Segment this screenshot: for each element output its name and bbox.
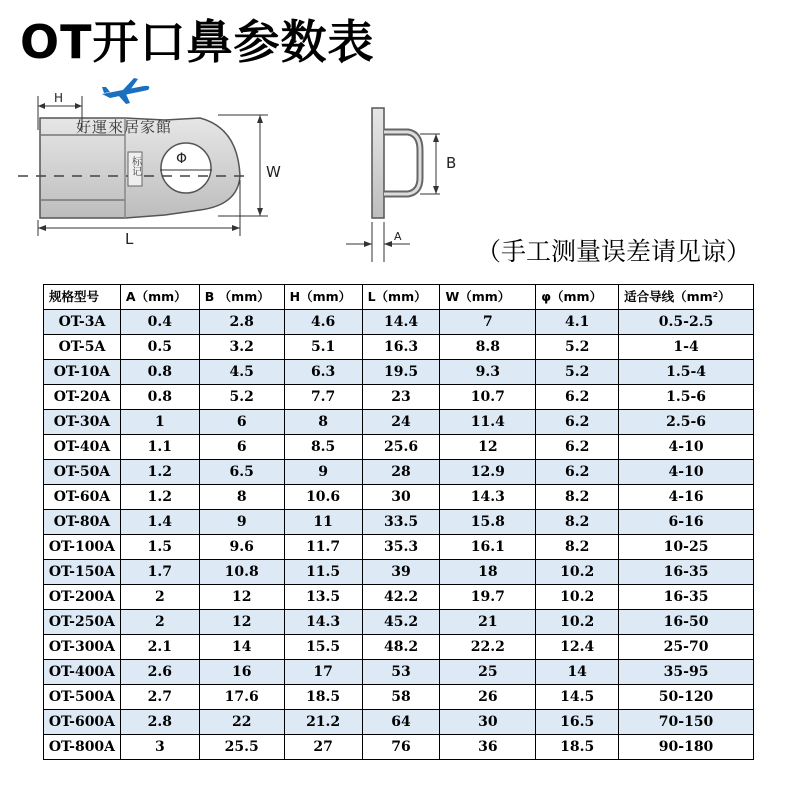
column-header: H（mm） — [284, 285, 362, 310]
value-cell: 25-70 — [619, 635, 754, 660]
value-cell: 14 — [199, 635, 284, 660]
value-cell: 1.1 — [120, 435, 199, 460]
model-cell: OT-20A — [44, 385, 121, 410]
value-cell: 25 — [440, 660, 536, 685]
value-cell: 28 — [362, 460, 440, 485]
value-cell: 6.2 — [536, 385, 619, 410]
value-cell: 2 — [120, 585, 199, 610]
value-cell: 25.6 — [362, 435, 440, 460]
value-cell: 8 — [199, 485, 284, 510]
table-row — [44, 435, 754, 460]
value-cell: 15.8 — [440, 510, 536, 535]
value-cell: 64 — [362, 710, 440, 735]
column-header: 规格型号 — [44, 285, 121, 310]
value-cell: 12.4 — [536, 635, 619, 660]
value-cell: 7 — [440, 310, 536, 335]
value-cell: 4-16 — [619, 485, 754, 510]
watermark-text: 好運來居家館 — [76, 118, 173, 136]
value-cell: 12.9 — [440, 460, 536, 485]
value-cell: 10.2 — [536, 560, 619, 585]
column-header: A（mm） — [120, 285, 199, 310]
value-cell: 27 — [284, 735, 362, 760]
value-cell: 17.6 — [199, 685, 284, 710]
column-header: φ（mm） — [536, 285, 619, 310]
value-cell: 1.5-4 — [619, 360, 754, 385]
table-row — [44, 310, 754, 335]
value-cell: 10.6 — [284, 485, 362, 510]
value-cell: 4.5 — [199, 360, 284, 385]
lug-side-view — [372, 108, 440, 218]
table-row — [44, 735, 754, 760]
value-cell: 3.2 — [199, 335, 284, 360]
a-label: A — [394, 230, 402, 243]
value-cell: 14.3 — [440, 485, 536, 510]
value-cell: 17 — [284, 660, 362, 685]
value-cell: 16 — [199, 660, 284, 685]
value-cell: 5.2 — [536, 335, 619, 360]
value-cell: 6.2 — [536, 410, 619, 435]
value-cell: 25.5 — [199, 735, 284, 760]
value-cell: 8.2 — [536, 510, 619, 535]
table-row — [44, 685, 754, 710]
stamp-label: 标记 — [129, 156, 141, 176]
value-cell: 6 — [199, 410, 284, 435]
value-cell: 14.4 — [362, 310, 440, 335]
value-cell: 90-180 — [619, 735, 754, 760]
value-cell: 2.6 — [120, 660, 199, 685]
value-cell: 76 — [362, 735, 440, 760]
value-cell: 4-10 — [619, 460, 754, 485]
table-row — [44, 610, 754, 635]
model-cell: OT-200A — [44, 585, 121, 610]
value-cell: 13.5 — [284, 585, 362, 610]
value-cell: 11.5 — [284, 560, 362, 585]
value-cell: 33.5 — [362, 510, 440, 535]
value-cell: 23 — [362, 385, 440, 410]
value-cell: 1 — [120, 410, 199, 435]
value-cell: 18.5 — [536, 735, 619, 760]
value-cell: 0.4 — [120, 310, 199, 335]
value-cell: 53 — [362, 660, 440, 685]
value-cell: 3 — [120, 735, 199, 760]
value-cell: 16.5 — [536, 710, 619, 735]
value-cell: 11 — [284, 510, 362, 535]
model-cell: OT-3A — [44, 310, 121, 335]
value-cell: 48.2 — [362, 635, 440, 660]
value-cell: 1.5 — [120, 535, 199, 560]
table-row — [44, 535, 754, 560]
value-cell: 21.2 — [284, 710, 362, 735]
model-cell: OT-60A — [44, 485, 121, 510]
value-cell: 2.8 — [199, 310, 284, 335]
table-row — [44, 385, 754, 410]
value-cell: 21 — [440, 610, 536, 635]
value-cell: 12 — [199, 585, 284, 610]
table-row — [44, 410, 754, 435]
value-cell: 2.8 — [120, 710, 199, 735]
phi-label: Φ — [176, 151, 188, 167]
value-cell: 30 — [440, 710, 536, 735]
value-cell: 22.2 — [440, 635, 536, 660]
value-cell: 16.1 — [440, 535, 536, 560]
value-cell: 10-25 — [619, 535, 754, 560]
l-label: L — [125, 230, 134, 248]
value-cell: 18.5 — [284, 685, 362, 710]
value-cell: 11.7 — [284, 535, 362, 560]
value-cell: 6.2 — [536, 460, 619, 485]
table-row — [44, 585, 754, 610]
value-cell: 35.3 — [362, 535, 440, 560]
value-cell: 30 — [362, 485, 440, 510]
value-cell: 10.2 — [536, 585, 619, 610]
table-row — [44, 460, 754, 485]
value-cell: 9.6 — [199, 535, 284, 560]
value-cell: 24 — [362, 410, 440, 435]
model-cell: OT-500A — [44, 685, 121, 710]
value-cell: 9 — [284, 460, 362, 485]
value-cell: 8.2 — [536, 485, 619, 510]
table-row — [44, 485, 754, 510]
value-cell: 50-120 — [619, 685, 754, 710]
table-row — [44, 335, 754, 360]
value-cell: 10.2 — [536, 610, 619, 635]
value-cell: 19.5 — [362, 360, 440, 385]
value-cell: 1.5-6 — [619, 385, 754, 410]
table-header-row — [44, 285, 754, 310]
model-cell: OT-80A — [44, 510, 121, 535]
value-cell: 10.8 — [199, 560, 284, 585]
table-row — [44, 710, 754, 735]
model-cell: OT-800A — [44, 735, 121, 760]
value-cell: 6.2 — [536, 435, 619, 460]
value-cell: 1.7 — [120, 560, 199, 585]
value-cell: 10.7 — [440, 385, 536, 410]
column-header: W（mm） — [440, 285, 536, 310]
value-cell: 2.5-6 — [619, 410, 754, 435]
value-cell: 9 — [199, 510, 284, 535]
value-cell: 58 — [362, 685, 440, 710]
column-header: B （mm） — [199, 285, 284, 310]
value-cell: 0.8 — [120, 360, 199, 385]
value-cell: 45.2 — [362, 610, 440, 635]
value-cell: 35-95 — [619, 660, 754, 685]
value-cell: 42.2 — [362, 585, 440, 610]
spec-table — [43, 284, 754, 760]
value-cell: 12 — [199, 610, 284, 635]
value-cell: 4.6 — [284, 310, 362, 335]
model-cell: OT-400A — [44, 660, 121, 685]
value-cell: 14.5 — [536, 685, 619, 710]
value-cell: 12 — [440, 435, 536, 460]
value-cell: 2.7 — [120, 685, 199, 710]
value-cell: 19.7 — [440, 585, 536, 610]
b-label: B — [446, 154, 457, 172]
value-cell: 5.2 — [199, 385, 284, 410]
value-cell: 5.1 — [284, 335, 362, 360]
value-cell: 8.8 — [440, 335, 536, 360]
value-cell: 2 — [120, 610, 199, 635]
value-cell: 16.3 — [362, 335, 440, 360]
model-cell: OT-600A — [44, 710, 121, 735]
value-cell: 8.2 — [536, 535, 619, 560]
table-row — [44, 560, 754, 585]
value-cell: 6.5 — [199, 460, 284, 485]
column-header: 适合导线（mm²） — [619, 285, 754, 310]
value-cell: 6.3 — [284, 360, 362, 385]
value-cell: 1.2 — [120, 485, 199, 510]
value-cell: 16-35 — [619, 585, 754, 610]
value-cell: 11.4 — [440, 410, 536, 435]
model-cell: OT-250A — [44, 610, 121, 635]
value-cell: 22 — [199, 710, 284, 735]
table-row — [44, 360, 754, 385]
value-cell: 0.5-2.5 — [619, 310, 754, 335]
measurement-note: （手工测量误差请见谅） — [476, 237, 752, 266]
model-cell: OT-150A — [44, 560, 121, 585]
value-cell: 2.1 — [120, 635, 199, 660]
value-cell: 16-50 — [619, 610, 754, 635]
value-cell: 9.3 — [440, 360, 536, 385]
value-cell: 36 — [440, 735, 536, 760]
value-cell: 8.5 — [284, 435, 362, 460]
value-cell: 26 — [440, 685, 536, 710]
value-cell: 1-4 — [619, 335, 754, 360]
h-label: H — [54, 91, 64, 105]
table-row — [44, 660, 754, 685]
value-cell: 5.2 — [536, 360, 619, 385]
value-cell: 1.2 — [120, 460, 199, 485]
value-cell: 1.4 — [120, 510, 199, 535]
value-cell: 6-16 — [619, 510, 754, 535]
value-cell: 18 — [440, 560, 536, 585]
table-row — [44, 635, 754, 660]
value-cell: 0.5 — [120, 335, 199, 360]
value-cell: 39 — [362, 560, 440, 585]
value-cell: 4.1 — [536, 310, 619, 335]
value-cell: 15.5 — [284, 635, 362, 660]
value-cell: 14 — [536, 660, 619, 685]
value-cell: 8 — [284, 410, 362, 435]
table-row — [44, 510, 754, 535]
model-cell: OT-10A — [44, 360, 121, 385]
model-cell: OT-30A — [44, 410, 121, 435]
table-body — [44, 310, 754, 760]
value-cell: 4-10 — [619, 435, 754, 460]
model-cell: OT-300A — [44, 635, 121, 660]
page-title: OT开口鼻参数表 — [20, 15, 375, 69]
model-cell: OT-5A — [44, 335, 121, 360]
model-cell: OT-50A — [44, 460, 121, 485]
model-cell: OT-40A — [44, 435, 121, 460]
column-header: L（mm） — [362, 285, 440, 310]
w-label: W — [266, 163, 281, 181]
value-cell: 7.7 — [284, 385, 362, 410]
value-cell: 14.3 — [284, 610, 362, 635]
value-cell: 0.8 — [120, 385, 199, 410]
plane-logo-icon — [100, 76, 152, 106]
value-cell: 6 — [199, 435, 284, 460]
model-cell: OT-100A — [44, 535, 121, 560]
value-cell: 70-150 — [619, 710, 754, 735]
value-cell: 16-35 — [619, 560, 754, 585]
